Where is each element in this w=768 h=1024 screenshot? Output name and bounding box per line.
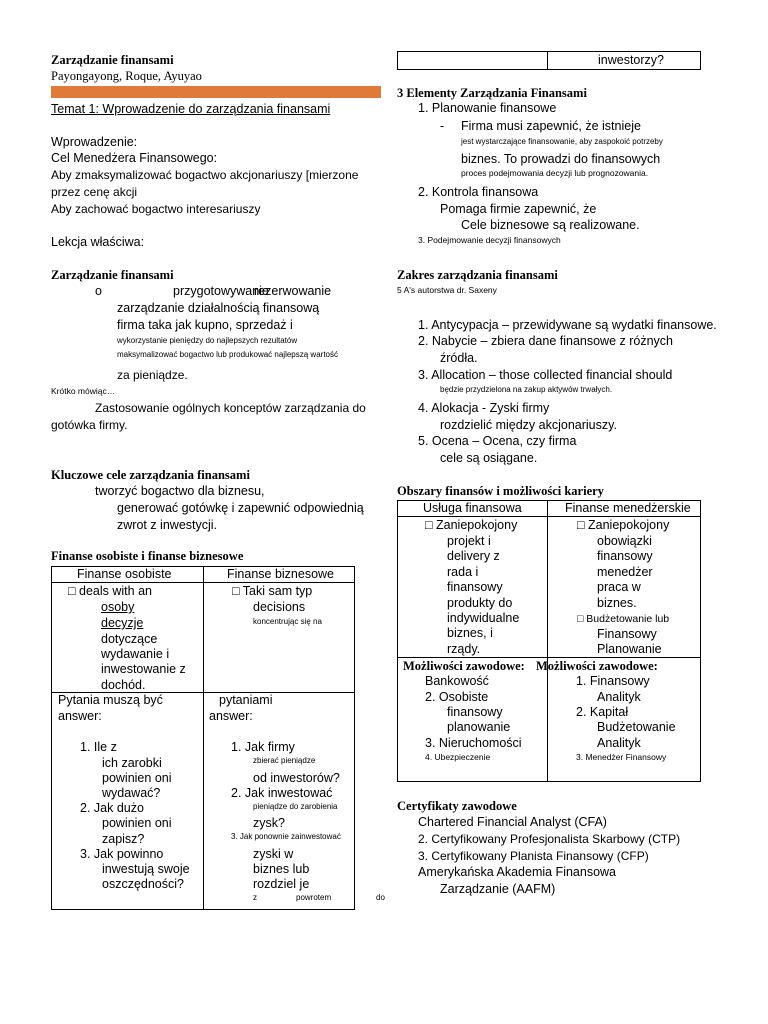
areas-header-service: Usługa finansowa — [423, 501, 522, 515]
managerial-career-small: 3. Menedżer Finansowy — [576, 752, 667, 762]
personal-questions-answer: answer: — [58, 709, 102, 723]
element-1-small-2: proces podejmowania decyzji lub prognozowania. — [461, 168, 649, 178]
managerial-budget-label: □ Budżetowanie lub — [577, 613, 670, 625]
career-label-managerial: Możliwości zawodowe: — [536, 659, 658, 673]
table-header-personal: Finanse osobiste — [77, 567, 172, 581]
managerial-cell-line: finansowy — [597, 549, 653, 563]
short-line-1: Zastosowanie ogólnych konceptów zarządzania do — [95, 401, 366, 415]
service-cell-line: □ Zaniepokojony — [425, 518, 518, 532]
personal-q1: powinien oni — [102, 771, 172, 785]
personal-cell-line: dotyczące — [101, 632, 158, 646]
managerial-career: Analityk — [597, 690, 641, 704]
scope-a2: 2. Nabycie – zbiera dane finansowe z różnych — [418, 334, 674, 348]
key-line-1: tworzyć bogactwo dla biznesu, — [95, 484, 265, 498]
managerial-cell-line: praca w — [597, 580, 641, 594]
scope-a5b: cele są osiągane. — [440, 451, 538, 465]
business-q3-tail: powrotem — [296, 893, 332, 902]
career-label-service: Możliwości zawodowe: — [403, 659, 525, 673]
business-questions-answer: answer: — [209, 709, 253, 723]
managerial-cell-line: □ Zaniepokojony — [577, 518, 670, 532]
element-1-line-2: biznes. To prowadzi do finansowych — [461, 152, 661, 166]
doc-authors: Payongayong, Roque, Ayuyao — [51, 69, 202, 83]
fm-line-1: przygotowywanie — [173, 284, 269, 298]
personal-cell-line: □ deals with an — [68, 584, 152, 598]
table-header-business: Finanse biznesowe — [227, 567, 335, 581]
element-2-label: 2. Kontrola finansowa — [418, 185, 539, 199]
personal-cell-line: wydawanie i — [101, 647, 170, 661]
service-cell-line: biznes, i — [447, 626, 493, 640]
service-cell-line: delivery z — [447, 549, 500, 563]
business-q3-tail: do — [376, 893, 385, 902]
personal-q3: 3. Jak powinno — [80, 847, 164, 861]
service-career: Bankowość — [425, 674, 489, 688]
service-cell-line: produkty do — [447, 596, 513, 610]
service-cell-line: indywidualne — [447, 611, 520, 625]
service-career: 2. Osobiste — [425, 690, 489, 704]
fm-line-3: firma taka jak kupno, sprzedaż i — [117, 318, 293, 332]
cert-item: Amerykańska Akademia Finansowa — [418, 865, 617, 879]
element-1-small: jest wystarczające finansowanie, aby zaspokoić potrzeby — [461, 137, 663, 146]
topic-title: Temat 1: Wprowadzenie do zarządzania finansami — [51, 102, 331, 116]
cert-item: 2. Certyfikowany Profesjonalista Skarbowy (CTP) — [418, 832, 681, 846]
doc-title: Zarządzanie finansami — [51, 53, 174, 67]
fm-bullet: o — [95, 284, 102, 298]
goal-label: Cel Menedżera Finansowego: — [51, 151, 218, 165]
cert-item: 3. Certyfikowany Planista Finansowy (CFP) — [418, 849, 649, 863]
personal-q3: inwestują swoje — [102, 862, 190, 876]
element-3-small: 3. Podejmowanie decyzji finansowych — [418, 235, 561, 245]
intro-label: Wprowadzenie: — [51, 135, 138, 149]
managerial-career: Analityk — [597, 736, 641, 750]
key-line-2: generować gotówkę i zapewnić odpowiednią — [117, 501, 364, 515]
service-cell-line: rządy. — [447, 642, 481, 656]
business-q1-small: zbierać pieniądze — [253, 756, 316, 765]
pb-heading: Finanse osobiste i finanse biznesowe — [51, 549, 244, 563]
element-2-line-2: Cele biznesowe są realizowane. — [461, 218, 640, 232]
service-career-small: 4. Ubezpieczenie — [425, 752, 491, 762]
short-label: Krótko mówiąc… — [51, 386, 116, 396]
managerial-cell-line: menedżer — [597, 565, 653, 579]
managerial-career: 2. Kapitał — [576, 705, 629, 719]
business-q1: 1. Jak firmy — [231, 740, 295, 754]
managerial-career: Budżetowanie — [597, 720, 676, 734]
lesson-label: Lekcja właściwa: — [51, 235, 145, 249]
fm-heading: Zarządzanie finansami — [51, 268, 174, 282]
personal-q1: 1. Ile z — [80, 740, 117, 754]
personal-q2: 2. Jak dużo — [80, 801, 144, 815]
short-line-2: gotówka firmy. — [51, 418, 128, 432]
business-q3-tail: z — [253, 893, 257, 902]
key-heading: Kluczowe cele zarządzania finansami — [51, 468, 250, 482]
personal-q3: oszczędności? — [102, 877, 184, 891]
service-cell-line: projekt i — [447, 534, 491, 548]
business-cell-line: □ Taki sam typ — [232, 584, 313, 598]
business-q2: zysk? — [253, 816, 285, 830]
goal-line-2: przez cenę akcji — [51, 185, 138, 199]
fm-small-1: wykorzystanie pieniędzy do najlepszych rezultatów — [117, 336, 298, 345]
business-cell-line: decisions — [253, 600, 306, 614]
areas-header-managerial: Finanse menedżerskie — [565, 501, 691, 515]
personal-q1: wydawać? — [102, 786, 161, 800]
business-q3: zyski w — [253, 847, 294, 861]
scope-a2b: źródła. — [440, 351, 478, 365]
business-questions-label: pytaniami — [219, 693, 273, 707]
element-1-line-1: Firma musi zapewnić, że istnieje — [461, 119, 641, 133]
goal-line-3: Aby zachować bogactwo interesariuszy — [51, 202, 261, 216]
scope-subtitle: 5 A's autorstwa dr. Saxeny — [397, 285, 497, 295]
service-career: planowanie — [447, 720, 511, 734]
scope-a4: 4. Alokacja - Zyski firmy — [418, 401, 550, 415]
business-q2-small: pieniądze do zarobienia — [253, 802, 338, 811]
service-cell-line: rada i — [447, 565, 479, 579]
personal-cell-line: dochód. — [101, 678, 146, 692]
managerial-career: 1. Finansowy — [576, 674, 650, 688]
scope-a1: 1. Antycypacja – przewidywane są wydatki finansowe. — [418, 318, 717, 332]
scope-a3: 3. Allocation – those collected financial should — [418, 368, 673, 382]
personal-q1: ich zarobki — [102, 756, 162, 770]
fm-line-4: za pieniądze. — [117, 368, 188, 382]
element-1-label: 1. Planowanie finansowe — [418, 101, 557, 115]
areas-heading: Obszary finansów i możliwości kariery — [397, 484, 604, 498]
fm-line-2: zarządzanie działalnością finansową — [117, 301, 320, 315]
goal-line-1: Aby zmaksymalizować bogactwo akcjonariuszy [mierzone — [51, 168, 359, 182]
personal-cell-line: decyzje — [101, 616, 144, 630]
key-line-3: zwrot z inwestycji. — [117, 518, 218, 532]
personal-questions-label: Pytania muszą być — [58, 693, 163, 707]
fm-small-2: maksymalizować bogactwo lub produkować najlepszą wartość — [117, 350, 338, 359]
orange-divider — [51, 86, 381, 98]
managerial-budget-line: Finansowy — [597, 627, 657, 641]
scope-a4b: rozdzielić między akcjonariuszy. — [440, 418, 617, 432]
cert-item-cont: Zarządzanie (AAFM) — [440, 882, 556, 896]
service-cell-line: finansowy — [447, 580, 503, 594]
element-2-line-1: Pomaga firmie zapewnić, że — [440, 202, 597, 216]
scope-a5: 5. Ocena – Ocena, czy firma — [418, 434, 577, 448]
elements-heading: 3 Elementy Zarządzania Finansami — [397, 86, 587, 100]
personal-q2: zapisz? — [102, 832, 145, 846]
cert-heading: Certyfikaty zawodowe — [397, 799, 517, 813]
business-q3-small: 3. Jak ponownie zainwestować — [231, 832, 341, 841]
top-cell-text: inwestorzy? — [598, 53, 664, 67]
personal-cell-line: osoby — [101, 600, 135, 614]
business-q3: rozdziel je — [253, 877, 310, 891]
scope-heading: Zakres zarządzania finansami — [397, 268, 558, 282]
element-1-dash: - — [440, 119, 445, 133]
business-cell-small: koncentrując się na — [253, 617, 322, 626]
cert-item: Chartered Financial Analyst (CFA) — [418, 815, 607, 829]
business-q1: od inwestorów? — [253, 771, 340, 785]
managerial-cell-line: obowiązki — [597, 534, 652, 548]
scope-a3-small: będzie przydzielona na zakup aktywów trwałych. — [440, 385, 613, 394]
personal-q2: powinien oni — [102, 816, 172, 830]
business-q2: 2. Jak inwestować — [231, 786, 333, 800]
service-career: finansowy — [447, 705, 503, 719]
business-q3: biznes lub — [253, 862, 310, 876]
service-career: 3. Nieruchomości — [425, 736, 522, 750]
managerial-cell-line: biznes. — [597, 596, 637, 610]
managerial-budget-line: Planowanie — [597, 642, 662, 656]
fm-line-1b: rezerwowanie — [254, 284, 332, 298]
personal-cell-line: inwestowanie z — [101, 662, 186, 676]
